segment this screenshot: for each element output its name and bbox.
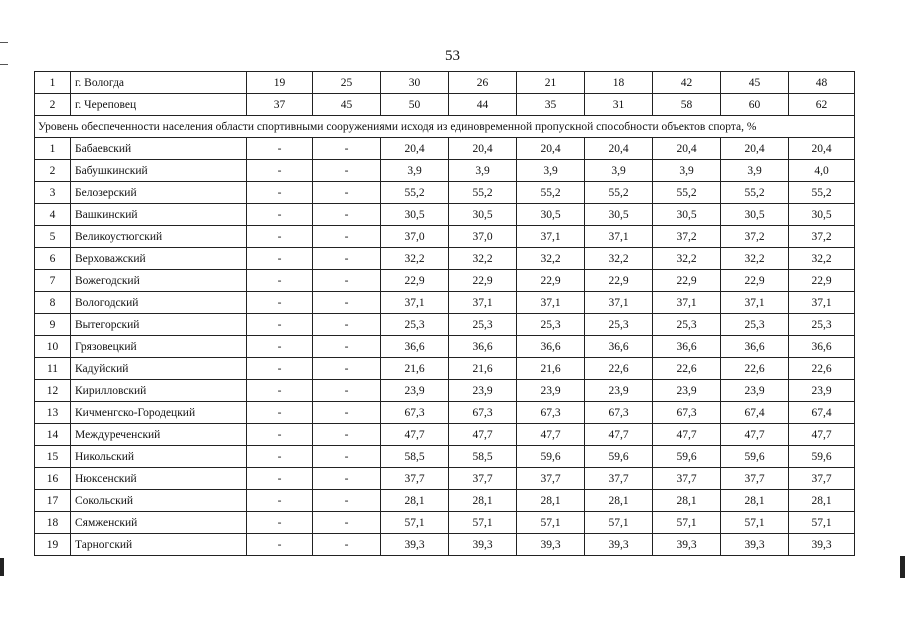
table-row [35,336,855,358]
table-row [35,292,855,314]
row-number-cell: 17 [35,490,71,512]
value-cell: 39,3 [517,534,585,556]
district-name-cell: Бабаевский [71,138,247,160]
value-cell: 37 [247,94,313,116]
value-cell: 55,2 [381,182,449,204]
value-cell: 45 [313,94,381,116]
value-cell: 37,1 [789,292,855,314]
value-cell: - [247,182,313,204]
value-cell: 57,1 [381,512,449,534]
value-cell: - [247,468,313,490]
value-cell: - [313,446,381,468]
value-cell: 30 [381,72,449,94]
value-cell: 21,6 [449,358,517,380]
table-row [35,314,855,336]
row-number-cell: 2 [35,160,71,182]
value-cell: - [313,336,381,358]
value-cell: - [247,534,313,556]
table-row [35,424,855,446]
value-cell: 3,9 [517,160,585,182]
row-number-cell: 19 [35,534,71,556]
value-cell: 57,1 [449,512,517,534]
section-heading-row [35,116,855,138]
value-cell: - [313,292,381,314]
row-number-cell: 6 [35,248,71,270]
value-cell: 59,6 [721,446,789,468]
value-cell: 37,0 [449,226,517,248]
value-cell: - [313,204,381,226]
value-cell: 30,5 [381,204,449,226]
value-cell: 67,4 [789,402,855,424]
value-cell: 28,1 [381,490,449,512]
value-cell: 22,6 [721,358,789,380]
district-name-cell: Вожегодский [71,270,247,292]
value-cell: - [313,226,381,248]
row-number-cell: 8 [35,292,71,314]
row-number-cell: 11 [35,358,71,380]
value-cell: 22,9 [449,270,517,292]
value-cell: 36,6 [449,336,517,358]
value-cell: 57,1 [585,512,653,534]
value-cell: 37,2 [789,226,855,248]
value-cell: 20,4 [721,138,789,160]
value-cell: 37,7 [517,468,585,490]
value-cell: - [247,424,313,446]
value-cell: 47,7 [381,424,449,446]
value-cell: 37,1 [381,292,449,314]
value-cell: 28,1 [585,490,653,512]
value-cell: - [313,380,381,402]
value-cell: 37,1 [653,292,721,314]
value-cell: 37,1 [449,292,517,314]
value-cell: 39,3 [585,534,653,556]
value-cell: 28,1 [721,490,789,512]
value-cell: 39,3 [449,534,517,556]
value-cell: - [247,402,313,424]
value-cell: 23,9 [585,380,653,402]
district-name-cell: Кичменгско-Городецкий [71,402,247,424]
value-cell: - [247,336,313,358]
value-cell: 57,1 [653,512,721,534]
left-binding-mark [0,558,4,576]
value-cell: 47,7 [449,424,517,446]
table-row [35,94,855,116]
value-cell: 37,1 [517,226,585,248]
table-row [35,468,855,490]
value-cell: 18 [585,72,653,94]
value-cell: 39,3 [653,534,721,556]
value-cell: 37,7 [449,468,517,490]
district-name-cell: Нюксенский [71,468,247,490]
row-number-cell: 4 [35,204,71,226]
value-cell: 36,6 [517,336,585,358]
value-cell: 55,2 [789,182,855,204]
value-cell: 57,1 [721,512,789,534]
value-cell: - [313,182,381,204]
value-cell: - [247,160,313,182]
row-number-cell: 15 [35,446,71,468]
value-cell: - [247,380,313,402]
district-name-cell: Белозерский [71,182,247,204]
value-cell: - [247,314,313,336]
value-cell: 32,2 [721,248,789,270]
value-cell: 30,5 [517,204,585,226]
value-cell: 36,6 [721,336,789,358]
district-name-cell: Кирилловский [71,380,247,402]
row-number-cell: 2 [35,94,71,116]
value-cell: - [247,270,313,292]
value-cell: 67,3 [381,402,449,424]
value-cell: 3,9 [721,160,789,182]
value-cell: - [247,512,313,534]
value-cell: 37,7 [653,468,721,490]
value-cell: 20,4 [789,138,855,160]
district-name-cell: Вологодский [71,292,247,314]
value-cell: 67,3 [585,402,653,424]
district-name-cell: Кадуйский [71,358,247,380]
row-number-cell: 9 [35,314,71,336]
value-cell: 22,6 [653,358,721,380]
district-name-cell: Сямженский [71,512,247,534]
value-cell: 23,9 [653,380,721,402]
value-cell: 25 [313,72,381,94]
value-cell: 39,3 [789,534,855,556]
value-cell: 44 [449,94,517,116]
value-cell: 35 [517,94,585,116]
row-number-cell: 3 [35,182,71,204]
table-row [35,358,855,380]
value-cell: 37,7 [789,468,855,490]
value-cell: 22,9 [517,270,585,292]
value-cell: 30,5 [653,204,721,226]
district-name-cell: Вытегорский [71,314,247,336]
value-cell: 23,9 [449,380,517,402]
value-cell: 50 [381,94,449,116]
value-cell: 22,9 [789,270,855,292]
value-cell: 28,1 [517,490,585,512]
value-cell: 3,9 [449,160,517,182]
value-cell: 37,1 [585,292,653,314]
value-cell: 39,3 [381,534,449,556]
value-cell: - [313,468,381,490]
value-cell: 59,6 [517,446,585,468]
table-row [35,248,855,270]
value-cell: - [313,248,381,270]
value-cell: 37,1 [585,226,653,248]
value-cell: 30,5 [721,204,789,226]
value-cell: 20,4 [653,138,721,160]
value-cell: 25,3 [517,314,585,336]
value-cell: 36,6 [789,336,855,358]
value-cell: 39,3 [721,534,789,556]
table-row [35,204,855,226]
value-cell: 22,9 [721,270,789,292]
value-cell: 67,3 [449,402,517,424]
value-cell: 3,9 [585,160,653,182]
value-cell: 3,9 [381,160,449,182]
table-row [35,160,855,182]
value-cell: 32,2 [449,248,517,270]
value-cell: 3,9 [653,160,721,182]
value-cell: 60 [721,94,789,116]
value-cell: 36,6 [653,336,721,358]
value-cell: - [247,490,313,512]
value-cell: 37,2 [721,226,789,248]
value-cell: 36,6 [381,336,449,358]
table-row [35,226,855,248]
value-cell: 28,1 [653,490,721,512]
district-name-cell: Великоустюгский [71,226,247,248]
value-cell: 22,6 [585,358,653,380]
row-number-cell: 7 [35,270,71,292]
row-number-cell: 18 [35,512,71,534]
district-name-cell: Сокольский [71,490,247,512]
value-cell: 19 [247,72,313,94]
value-cell: 47,7 [789,424,855,446]
value-cell: 23,9 [381,380,449,402]
right-binding-mark [900,556,905,578]
value-cell: - [313,160,381,182]
value-cell: 37,1 [517,292,585,314]
value-cell: 47,7 [721,424,789,446]
value-cell: 32,2 [381,248,449,270]
row-number-cell: 1 [35,72,71,94]
left-edge-tick-top [0,42,8,43]
value-cell: 32,2 [789,248,855,270]
value-cell: 23,9 [789,380,855,402]
value-cell: 23,9 [721,380,789,402]
row-number-cell: 13 [35,402,71,424]
district-name-cell: г. Череповец [71,94,247,116]
value-cell: 30,5 [585,204,653,226]
value-cell: - [313,138,381,160]
value-cell: - [313,270,381,292]
value-cell: 57,1 [517,512,585,534]
value-cell: - [247,204,313,226]
value-cell: 28,1 [449,490,517,512]
value-cell: 37,7 [585,468,653,490]
value-cell: - [313,490,381,512]
value-cell: 20,4 [585,138,653,160]
value-cell: 22,6 [789,358,855,380]
row-number-cell: 1 [35,138,71,160]
value-cell: 21 [517,72,585,94]
value-cell: 45 [721,72,789,94]
value-cell: 55,2 [585,182,653,204]
table-row [35,138,855,160]
table-row [35,270,855,292]
value-cell: - [313,402,381,424]
value-cell: 67,3 [653,402,721,424]
district-name-cell: Междуреченский [71,424,247,446]
value-cell: 58 [653,94,721,116]
value-cell: 55,2 [653,182,721,204]
value-cell: 37,7 [381,468,449,490]
value-cell: 59,6 [585,446,653,468]
value-cell: - [247,138,313,160]
value-cell: 26 [449,72,517,94]
district-name-cell: Бабушкинский [71,160,247,182]
table-row [35,402,855,424]
section-heading: Уровень обеспеченности населения области спортивными сооружениями исходя из единовременной пропускной способности объектов спорта, % [35,116,855,138]
district-name-cell: Вашкинский [71,204,247,226]
value-cell: 30,5 [789,204,855,226]
value-cell: 31 [585,94,653,116]
value-cell: 25,3 [789,314,855,336]
page-number: 53 [445,48,460,64]
table-row [35,512,855,534]
value-cell: 20,4 [449,138,517,160]
value-cell: 32,2 [653,248,721,270]
row-number-cell: 12 [35,380,71,402]
value-cell: 55,2 [721,182,789,204]
value-cell: 25,3 [721,314,789,336]
row-number-cell: 10 [35,336,71,358]
table-row [35,534,855,556]
value-cell: 25,3 [653,314,721,336]
value-cell: - [313,358,381,380]
value-cell: - [247,248,313,270]
value-cell: 47,7 [585,424,653,446]
value-cell: 20,4 [517,138,585,160]
district-name-cell: Никольский [71,446,247,468]
value-cell: 58,5 [381,446,449,468]
value-cell: 32,2 [517,248,585,270]
value-cell: 55,2 [517,182,585,204]
value-cell: - [313,534,381,556]
row-number-cell: 5 [35,226,71,248]
value-cell: 37,2 [653,226,721,248]
value-cell: 22,9 [653,270,721,292]
value-cell: 47,7 [517,424,585,446]
value-cell: 37,0 [381,226,449,248]
value-cell: 42 [653,72,721,94]
value-cell: 23,9 [517,380,585,402]
value-cell: 32,2 [585,248,653,270]
value-cell: 25,3 [449,314,517,336]
table-row [35,446,855,468]
value-cell: - [247,446,313,468]
value-cell: 22,9 [381,270,449,292]
district-name-cell: Грязовецкий [71,336,247,358]
district-name-cell: Тарногский [71,534,247,556]
row-number-cell: 14 [35,424,71,446]
value-cell: 55,2 [449,182,517,204]
value-cell: - [313,314,381,336]
row-number-cell: 16 [35,468,71,490]
value-cell: - [313,512,381,534]
value-cell: - [313,424,381,446]
value-cell: 22,9 [585,270,653,292]
value-cell: 36,6 [585,336,653,358]
value-cell: 59,6 [653,446,721,468]
value-cell: - [247,226,313,248]
district-name-cell: г. Вологда [71,72,247,94]
table-row [35,490,855,512]
value-cell: 47,7 [653,424,721,446]
value-cell: 30,5 [449,204,517,226]
value-cell: 62 [789,94,855,116]
value-cell: 28,1 [789,490,855,512]
value-cell: 20,4 [381,138,449,160]
table-row [35,380,855,402]
value-cell: 67,3 [517,402,585,424]
value-cell: 21,6 [517,358,585,380]
statistics-table [34,71,855,556]
value-cell: - [247,358,313,380]
table-row [35,182,855,204]
table-row [35,72,855,94]
value-cell: 57,1 [789,512,855,534]
value-cell: 67,4 [721,402,789,424]
value-cell: 59,6 [789,446,855,468]
value-cell: 48 [789,72,855,94]
value-cell: 25,3 [381,314,449,336]
value-cell: 25,3 [585,314,653,336]
value-cell: - [247,292,313,314]
district-name-cell: Верховажский [71,248,247,270]
value-cell: 37,7 [721,468,789,490]
value-cell: 21,6 [381,358,449,380]
value-cell: 37,1 [721,292,789,314]
value-cell: 58,5 [449,446,517,468]
value-cell: 4,0 [789,160,855,182]
